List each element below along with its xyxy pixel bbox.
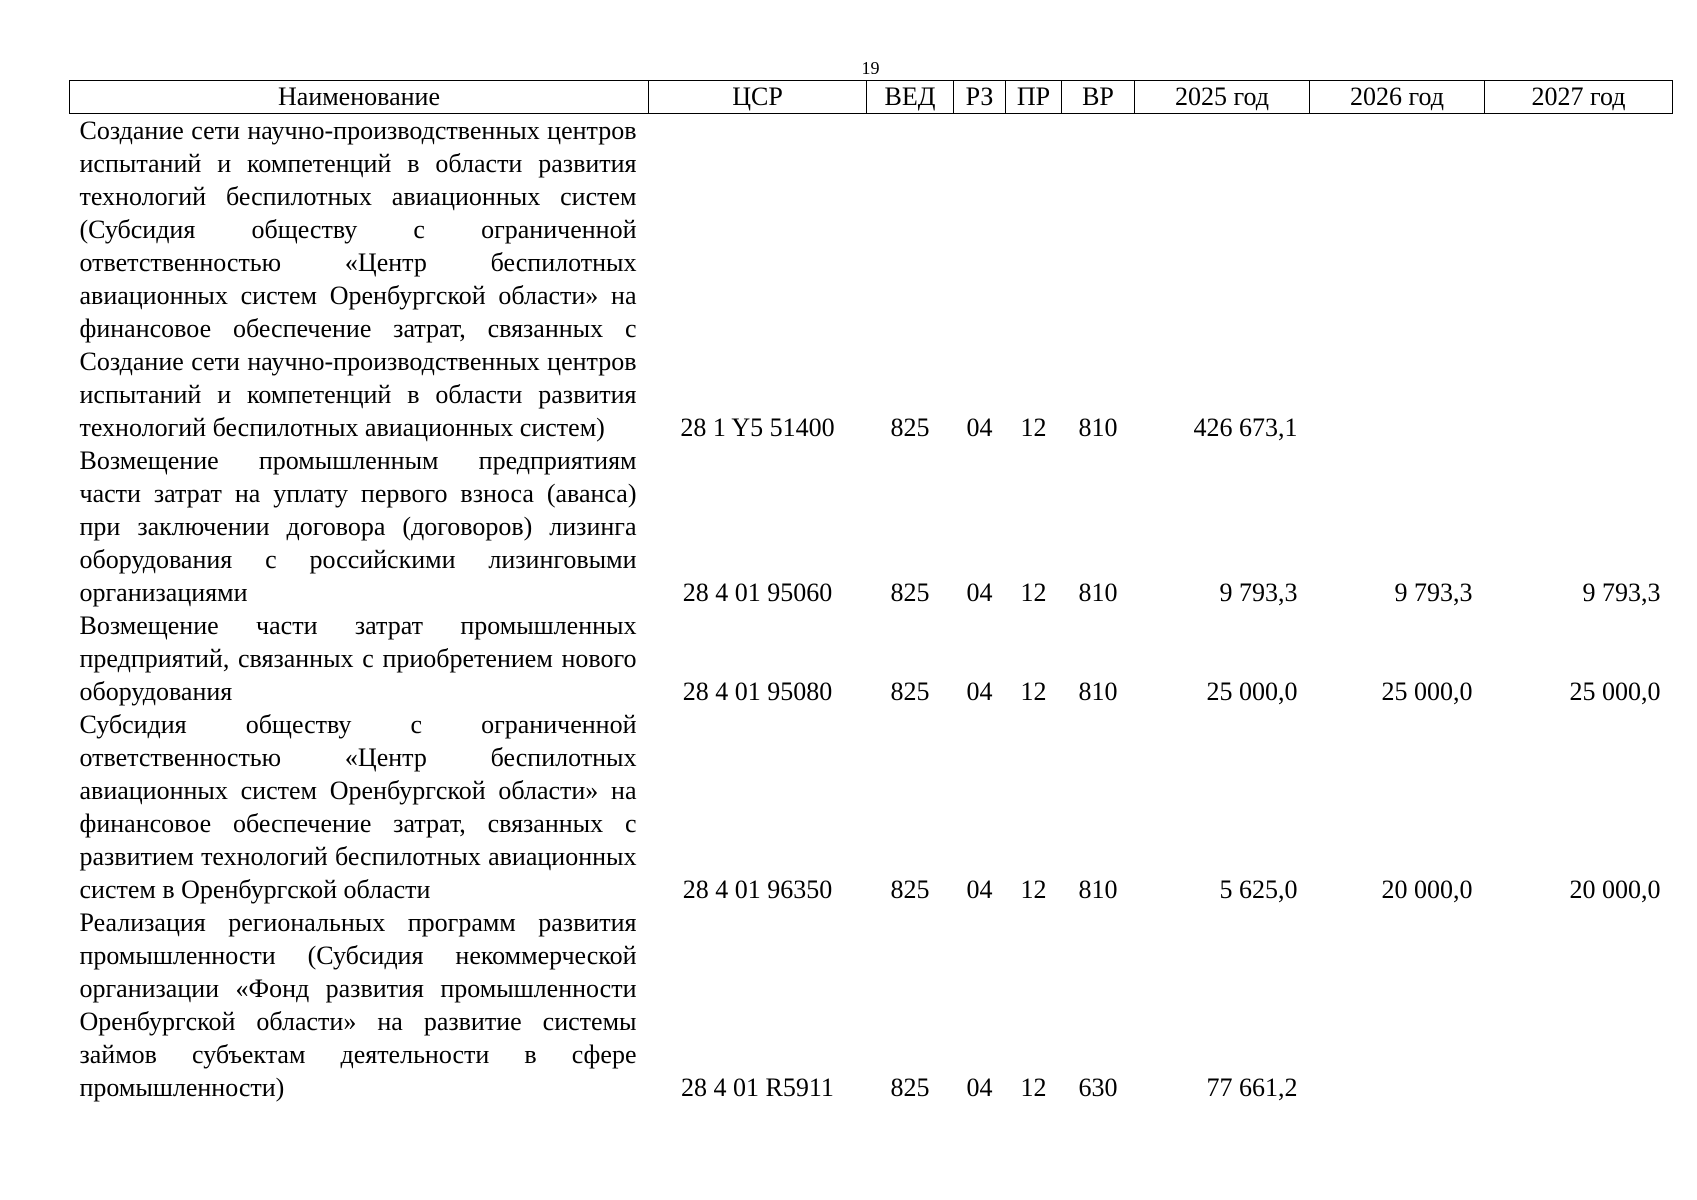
row-2025: 25 000,0 [1206,677,1298,706]
row-rz: 04 [966,413,993,442]
table-row [70,708,1673,906]
header-2025: 2025 год [1135,81,1310,114]
row-2025: 77 661,2 [1206,1073,1298,1102]
row-pr: 12 [1020,413,1047,442]
row-pr: 12 [1020,677,1047,706]
row-2025: 5 625,0 [1219,875,1298,904]
row-vr: 810 [1078,578,1118,607]
row-pr: 12 [1020,1073,1047,1102]
row-ved: 825 [890,1073,930,1102]
header-2026: 2026 год [1310,81,1485,114]
row-2027 [1485,906,1673,1104]
header-ved: ВЕД [867,81,954,114]
row-vr: 630 [1078,1073,1118,1102]
row-name: Возмещение промышленным предприятиям части затрат на уплату первого взноса (аванса) при заключении договора (договоров) лизинга оборудования с российскими лизинговыми организациями [79,446,637,607]
table-row [70,906,1673,1104]
row-2025: 426 673,1 [1193,413,1298,442]
row-csr: 28 4 01 95060 [682,578,833,607]
row-ved: 825 [890,677,930,706]
row-ved: 825 [890,413,930,442]
row-csr: 28 1 Y5 51400 [680,413,835,442]
row-csr: 28 4 01 96350 [682,875,833,904]
header-csr: ЦСР [649,81,867,114]
row-pr: 12 [1020,578,1047,607]
row-name: Создание сети научно-производственных центров испытаний и компетенций в области развития технологий беспилотных авиационных систем (Субсидия обществу с ограниченной ответственностью «Центр беспилотных авиационных систем Оренбургской области» на финансовое обеспечение затрат, связанных с Создание сети научно-производственных центров испытаний и компетенций в области развития технологий беспилотных авиационных систем) [79,116,637,442]
row-vr: 810 [1078,413,1118,442]
table-header-row [70,81,1673,114]
row-csr: 28 4 01 95080 [682,677,833,706]
row-csr: 28 4 01 R5911 [681,1073,834,1102]
header-rz: РЗ [954,81,1006,114]
row-2026: 20 000,0 [1381,875,1473,904]
row-2026 [1310,114,1485,445]
row-ved: 825 [890,875,930,904]
row-name: Субсидия обществу с ограниченной ответственностью «Центр беспилотных авиационных систем Оренбургской области» на финансовое обеспечение затрат, связанных с развитием технологий беспилотных авиационных систем в Оренбургской области [79,710,637,904]
page-number: 19 [861,58,880,78]
row-2027 [1485,114,1673,445]
row-pr: 12 [1020,875,1047,904]
header-pr: ПР [1006,81,1062,114]
header-vr: ВР [1062,81,1135,114]
row-2026 [1310,906,1485,1104]
row-rz: 04 [966,578,993,607]
row-2027: 20 000,0 [1569,875,1661,904]
row-2026: 9 793,3 [1394,578,1473,607]
row-vr: 810 [1078,677,1118,706]
table-row [70,114,1673,445]
budget-table [69,80,1673,1104]
row-vr: 810 [1078,875,1118,904]
row-rz: 04 [966,875,993,904]
row-name: Реализация региональных программ развития промышленности (Субсидия некоммерческой организации «Фонд развития промышленности Оренбургской области» на развитие системы займов субъектам деятельности в сфере промышленности) [79,908,637,1102]
header-name: Наименование [70,81,649,114]
row-2025: 9 793,3 [1219,578,1298,607]
row-rz: 04 [966,1073,993,1102]
header-2027: 2027 год [1485,81,1673,114]
row-rz: 04 [966,677,993,706]
table-row [70,609,1673,708]
table-row [70,444,1673,609]
row-2027: 25 000,0 [1569,677,1661,706]
row-ved: 825 [890,578,930,607]
row-2027: 9 793,3 [1582,578,1661,607]
row-2026: 25 000,0 [1381,677,1473,706]
row-name: Возмещение части затрат промышленных предприятий, связанных с приобретением нового оборудования [79,611,637,706]
